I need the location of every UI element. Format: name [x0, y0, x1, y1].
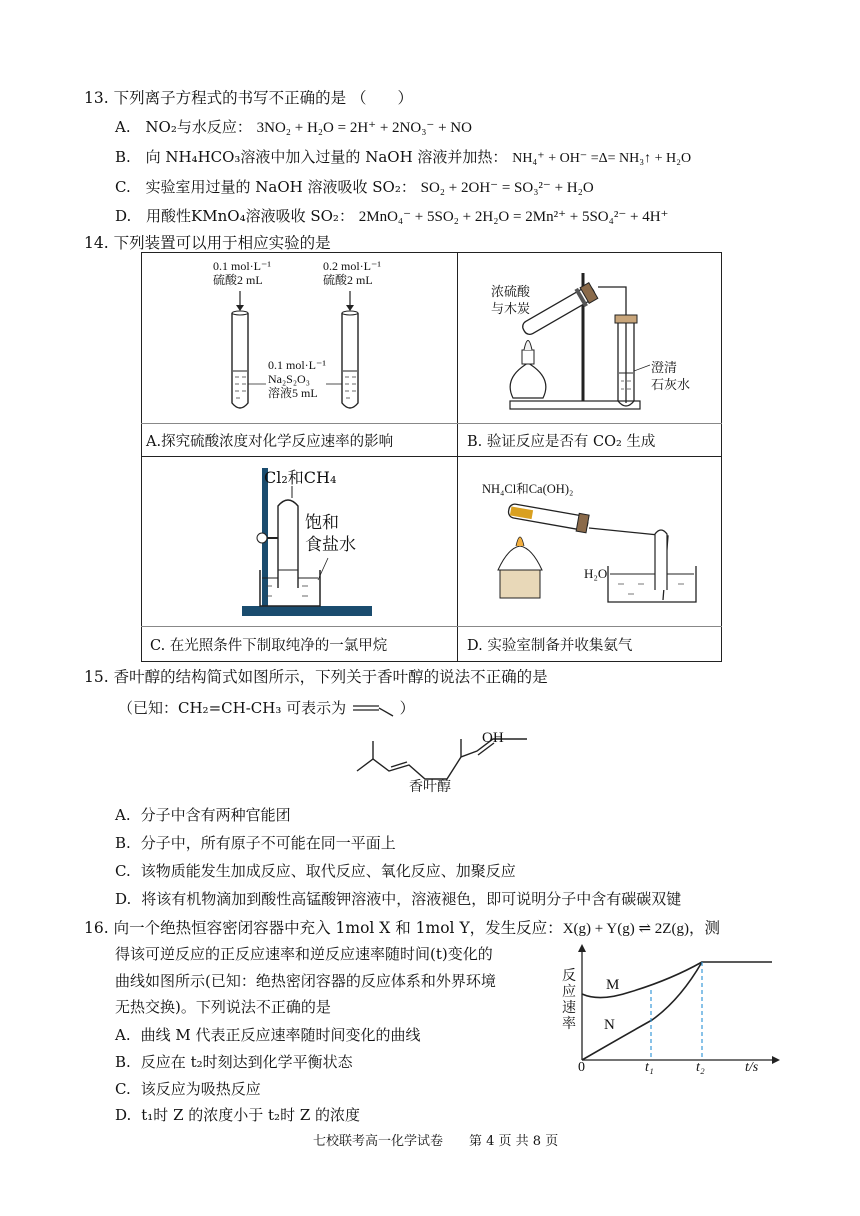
q15-option-c[interactable]: C. 该物质能发生加成反应、取代反应、氧化反应、加聚反应: [115, 862, 516, 880]
tube1-label: 0.1 mol·L⁻¹ 硫酸2 mL: [213, 259, 271, 287]
reagent-label: NH₄Cl和Ca(OH)₂: [482, 482, 574, 496]
caption-divider: [141, 626, 722, 627]
q15-option-d[interactable]: D. 将该有机物滴加到酸性高锰酸钾溶液中，溶液褪色，即可说明分子中含有碳碳双键: [115, 890, 682, 908]
reactants-label: 浓硫酸 与木炭: [491, 285, 531, 317]
tube2-label: 0.2 mol·L⁻¹ 硫酸2 mL: [323, 259, 381, 287]
structure-caption: 香叶醇: [409, 779, 451, 795]
y-axis-label: 反应速率: [562, 968, 576, 1032]
q14-stem: 14. 下列装置可以用于相应实验的是: [84, 234, 331, 252]
q13-option-c[interactable]: [115, 176, 594, 197]
option-equation: 2MnO₄⁻ + 5SO₂ + 2H₂O = 2Mn²⁺ + 5SO₄²⁻ + 4H⁺: [358, 209, 669, 225]
solution-label: 0.1 mol·L⁻¹ Na₂S₂O₃ 溶液5 mL: [268, 358, 326, 400]
q16-option-d[interactable]: D. t₁时 Z 的浓度小于 t₂时 Z 的浓度: [115, 1106, 361, 1124]
option-text: 实验室用过量的 NaOH 溶液吸收 SO₂：: [145, 178, 416, 196]
q15-note: （已知：CH₂=CH-CH₃ 可表示为 ）: [118, 699, 415, 717]
q16-option-b[interactable]: B. 反应在 t₂时刻达到化学平衡状态: [115, 1053, 353, 1071]
hydroxyl-label: OH: [482, 730, 504, 746]
curve-n: [582, 962, 702, 1060]
curve-m-label: M: [606, 977, 620, 993]
option-equation: SO₂ + 2OH⁻ = SO₃²⁻ + H₂O: [420, 180, 594, 196]
q16-stem-line1: 16. 向一个绝热恒容密闭容器中充入 1mol X 和 1mol Y，发生反应：X(g) + Y(g) ⇌ 2Z(g)，测: [84, 919, 720, 937]
option-text: 向 NH₄HCO₃溶液中加入过量的 NaOH 溶液并加热：: [145, 148, 508, 166]
curve-n-label: N: [604, 1017, 615, 1033]
option-label: C.: [115, 178, 131, 196]
q13-option-a[interactable]: [115, 116, 472, 137]
brine-label: 饱和 食盐水: [305, 513, 356, 555]
q16-option-a[interactable]: A. 曲线 M 代表正反应速率随时间变化的曲线: [115, 1026, 421, 1044]
water-label: H₂O: [584, 566, 608, 581]
q13-stem: 13. 下列离子方程式的书写不正确的是 （ ）: [84, 89, 414, 107]
carbon-sulfuric-acid-apparatus: [458, 253, 720, 423]
page-footer: 七校联考高一化学试卷 第 4 页 共 8 页: [313, 1134, 559, 1149]
option-label: A.: [115, 118, 131, 136]
cell-d-caption: D. 实验室制备并收集氨气: [467, 638, 633, 654]
origin-label: 0: [578, 1060, 585, 1075]
rate-time-graph: [550, 940, 780, 1080]
option-text: NO₂与水反应：: [145, 118, 252, 136]
option-text: 用酸性KMnO₄溶液吸收 SO₂：: [146, 207, 354, 225]
q15-option-b[interactable]: B. 分子中，所有原子不可能在同一平面上: [115, 834, 396, 852]
x-axis-label: t/s: [745, 1060, 759, 1075]
geraniol-structure: [355, 727, 555, 787]
q16-stem-line4: 无热交换)。下列说法不正确的是: [115, 998, 331, 1016]
t2-label: t₂: [696, 1060, 705, 1075]
q13-option-b[interactable]: [115, 146, 691, 167]
q16-stem-line3: 曲线如图所示(已知：绝热密闭容器的反应体系和外界环境: [115, 972, 496, 990]
limewater-label: 澄清 石灰水: [651, 361, 691, 393]
option-equation: NH₄⁺ + OH⁻ =Δ= NH₃↑ + H₂O: [512, 151, 692, 166]
q15-option-a[interactable]: A. 分子中含有两种官能团: [115, 806, 291, 824]
cell-c-caption: C. 在光照条件下制取纯净的一氯甲烷: [150, 638, 388, 654]
caption-divider: [141, 423, 722, 424]
q13-option-d[interactable]: [115, 205, 668, 226]
option-equation: 3NO₂ + H₂O = 2H⁺ + 2NO₃⁻ + NO: [256, 120, 472, 136]
cell-a-caption: A.探究硫酸浓度对化学反应速率的影响: [146, 434, 394, 450]
reaction-equation: X(g) + Y(g) ⇌ 2Z(g): [562, 921, 689, 937]
option-label: D.: [115, 207, 132, 225]
cell-b-caption: B. 验证反应是否有 CO₂ 生成: [467, 434, 656, 450]
t1-label: t₁: [645, 1060, 654, 1075]
q15-stem: 15. 香叶醇的结构简式如图所示，下列关于香叶醇的说法不正确的是: [84, 668, 548, 686]
option-label: B.: [115, 148, 131, 166]
q16-stem-line2: 得该可逆反应的正反应速率和逆反应速率随时间(t)变化的: [115, 945, 493, 963]
gas-mixture-label: Cl₂和CH₄: [264, 468, 337, 487]
q16-option-c[interactable]: C. 该反应为吸热反应: [115, 1080, 261, 1098]
propene-skeletal-icon: [351, 701, 395, 717]
